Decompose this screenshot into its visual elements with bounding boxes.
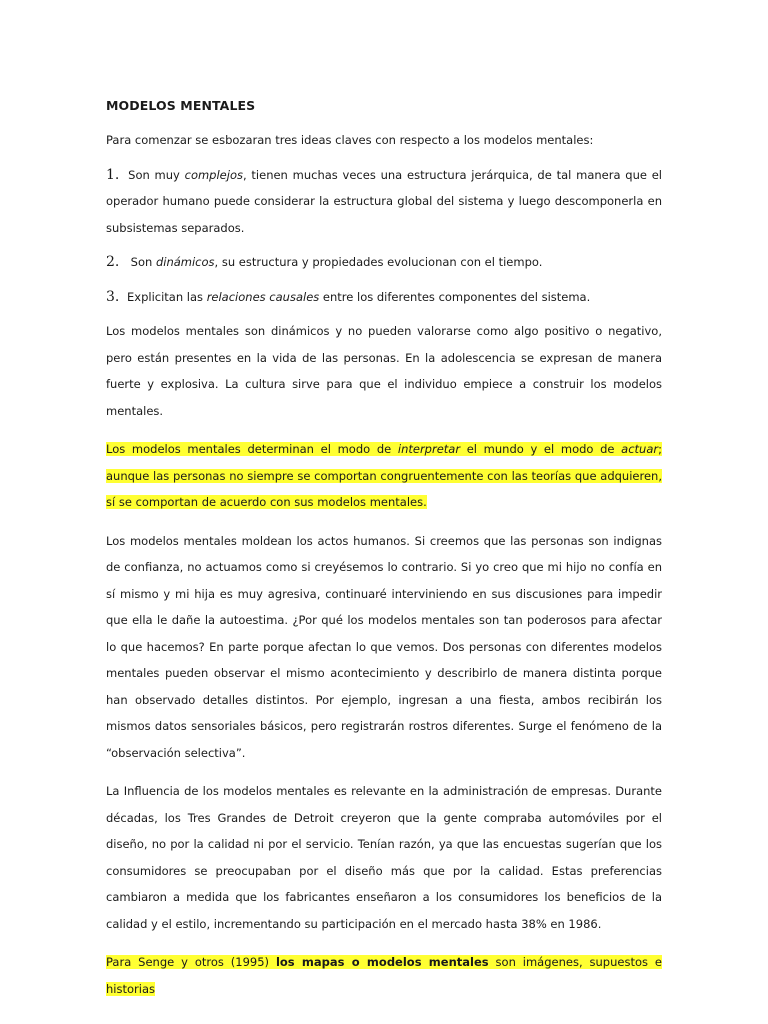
text-emphasis: actuar — [621, 442, 659, 456]
list-text-before: Explicitan las — [123, 289, 207, 304]
paragraph-business-influence: La Influencia de los modelos mentales es relevante en la administración de empresas. Durante décadas, los Tres Grandes de Detroit creyeron que la gente compraba automóviles por el diseño, no por la calidad ni por el servicio. Tenían razón, ya que las encuestas sugerían que los consumidores se preocupaban por el diseño más que por la calidad. Estas preferencias cambiaron a medida que los fabricantes enseñaron a los consumidores los beneficios de la calidad y el estilo, incrementando su participación en el mercado hasta 38% en 1986. — [106, 784, 662, 931]
intro-paragraph: Para comenzar se esbozaran tres ideas claves con respecto a los modelos mentales: — [106, 133, 594, 147]
document-title: MODELOS MENTALES — [106, 98, 256, 113]
list-text-emphasis: complejos — [184, 167, 243, 182]
text-emphasis: interpretar — [397, 442, 461, 456]
list-number: 2. — [106, 254, 120, 270]
paragraph-human-acts: Los modelos mentales moldean los actos humanos. Si creemos que las personas son indignas de confianza, no actuamos como si creyésemos lo contrario. Si yo creo que mi hijo no confía en sí mismo y mi hija es muy agresiva, continuaré interviniendo en sus discusiones para impedir que ella le dañe la autoestima. ¿Por qué los modelos mentales son tan poderosos para afectar lo que hacemos? En parte porque afectan lo que vemos. Dos personas con diferentes modelos mentales pueden observar el mismo acontecimiento y describirlo de manera distinta porque han observado detalles distintos. Por ejemplo, ingresan a una fiesta, ambos recibirán los mismos datos sensoriales básicos, pero registrarán rostros diferentes. Surge el fenómeno de la “observación selectiva”. — [106, 533, 662, 760]
paragraph-highlighted-1 — [106, 436, 662, 516]
list-item-2 — [106, 249, 662, 276]
paragraph-dynamics: Los modelos mentales son dinámicos y no pueden valorarse como algo positivo o negativo, pero están presentes en la vida de las personas. En la adolescencia se expresan de manera fuerte y explosiva. La cultura sirve para que el individuo empiece a construir los modelos mentales. — [106, 324, 662, 418]
list-text-after: , tienen muchas veces una estructura jerárquica, de tal manera que el operador humano puede considerar la estructura global del sistema y luego descomponerla en subsistemas separados. — [106, 167, 662, 235]
text-run: ; aunque las personas no siempre se comportan congruentemente con las teorías que adquieren, sí se comportan de acuerdo con sus modelos mentales. — [106, 442, 662, 509]
list-text-emphasis: dinámicos — [155, 255, 215, 269]
highlight-span — [106, 442, 662, 509]
list-item-1 — [106, 162, 662, 242]
list-text-after: , su estructura y propiedades evolucionan con el tiempo. — [214, 255, 543, 269]
list-text-before: Son — [123, 255, 156, 269]
list-text-after: entre los diferentes componentes del sistema. — [319, 289, 591, 304]
list-text-before: Son muy — [123, 167, 185, 182]
paragraph-highlighted-2 — [106, 949, 662, 1002]
list-number: 3. — [106, 288, 120, 305]
list-text-emphasis: relaciones causales — [206, 289, 320, 304]
text-run: son imágenes, supuestos e historias — [106, 955, 662, 996]
list-number: 1. — [106, 166, 120, 183]
text-run: Los modelos mentales determinan el modo de — [106, 442, 398, 456]
text-run: Para Senge y otros (1995) — [106, 955, 276, 969]
text-strong: los mapas o modelos mentales — [275, 955, 489, 969]
text-run: el mundo y el modo de — [460, 442, 622, 456]
list-item-3 — [106, 284, 662, 311]
highlight-span — [106, 955, 662, 996]
document-page — [106, 98, 662, 1014]
